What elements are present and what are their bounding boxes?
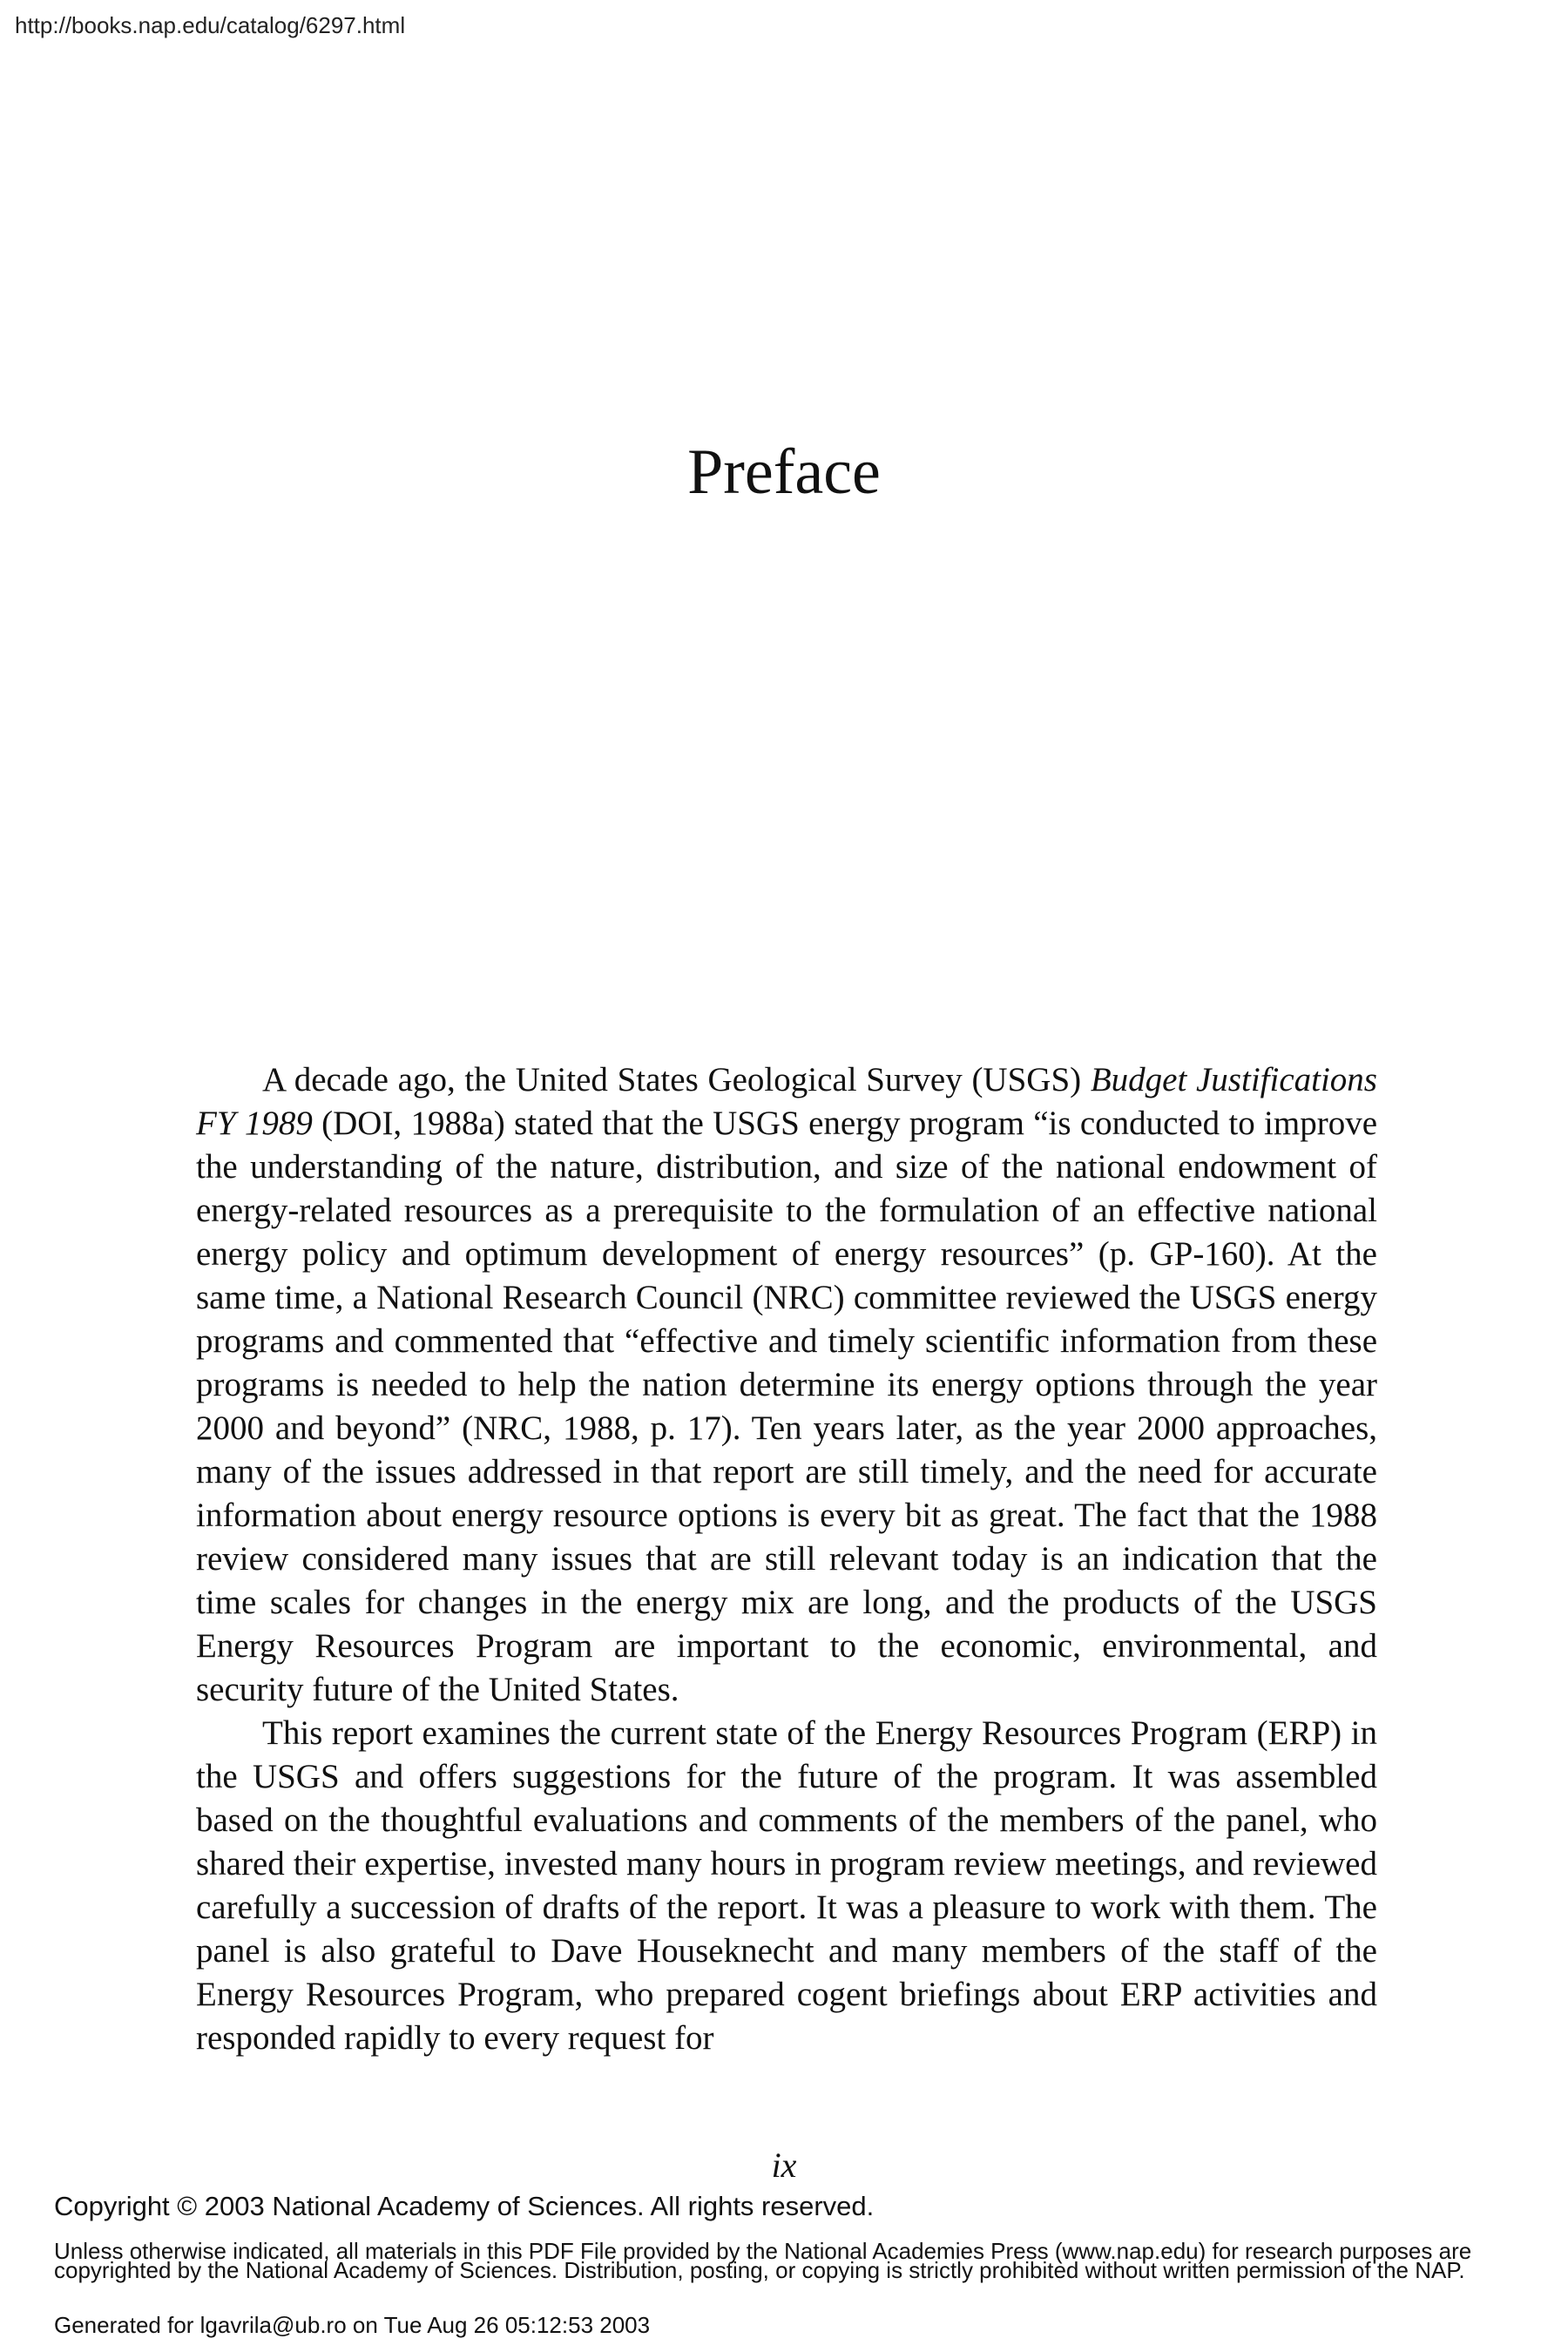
body-text	[196, 1058, 1377, 2060]
source-url[interactable]: http://books.nap.edu/catalog/6297.html	[15, 12, 406, 38]
generated-stamp: Generated for lgavrila@ub.ro on Tue Aug 26 05:12:53 2003	[54, 2312, 651, 2338]
page-number: ix	[771, 2146, 797, 2185]
paragraph-1-italic-title: Budget Justifications FY 1989	[196, 1061, 1377, 1142]
page-title: Preface	[687, 436, 881, 508]
copyright-notice: Copyright © 2003 National Academy of Sciences. All rights reserved.	[54, 2191, 875, 2221]
copyright-disclaimer: Unless otherwise indicated, all materials in this PDF File provided by the National Academies Press (www.nap.edu) for research purposes are copyrighted by the National Academy of Sciences. Distribution, posting, or copying is strictly prohibited without written permission of the NAP.	[54, 2238, 1472, 2283]
paragraph-2: This report examines the current state of the Energy Resources Program (ERP) in the USGS and offers suggestions for the future of the program. It was assembled based on the thoughtful evaluations and comments of the members of the panel, who shared their expertise, invested many hours in program review meetings, and reviewed carefully a succession of drafts of the report. It was a pleasure to work with them. The panel is also grateful to Dave Houseknecht and many members of the staff of the Energy Resources Program, who prepared cogent briefings about ERP activities and responded rapidly to every request for	[196, 1714, 1377, 2057]
paragraph-1-text-a: A decade ago, the United States Geological Survey (USGS)	[262, 1061, 1091, 1098]
paragraph-1	[196, 1058, 1377, 1712]
paragraph-1-text-b: (DOI, 1988a) stated that the USGS energy program “is conducted to improve the understanding of the nature, distribution, and size of the national endowment of energy-related resources as a prerequisite to the formulation of an effective national energy policy and optimum development of energy resources” (p. GP-160). At the same time, a National Research Council (NRC) committee reviewed the USGS energy programs and commented that “effective and timely scientific information from these programs is needed to help the nation determine its energy options through the year 2000 and beyond” (NRC, 1988, p. 17). Ten years later, as the year 2000 approaches, many of the issues addressed in that report are still timely, and the need for accurate information about energy resource options is every bit as great. The fact that the 1988 review considered many issues that are still relevant today is an indication that the time scales for changes in the energy mix are long, and the products of the USGS Energy Resources Program are important to the economic, environmental, and security future of the United States.	[196, 1105, 1378, 1708]
